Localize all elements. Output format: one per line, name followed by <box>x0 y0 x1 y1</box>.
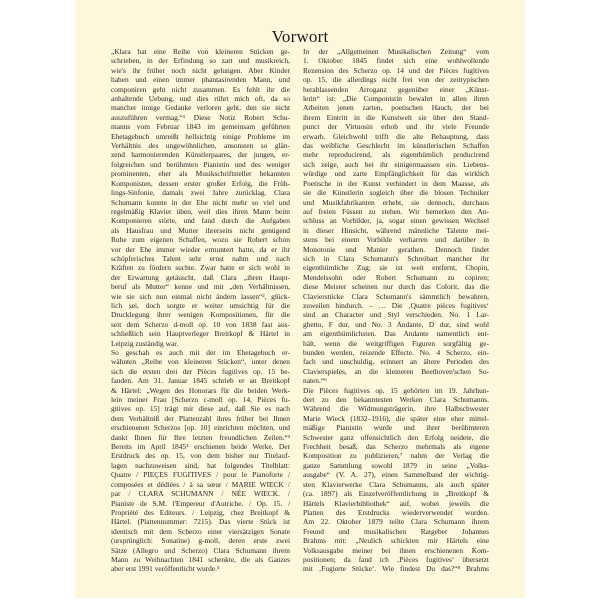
text-line: naten.“⁶ <box>303 376 327 386</box>
text-line: componiren geht nicht zusammen. Es fehlt ihr die <box>111 84 290 94</box>
text-line: Schwester ganz offensichtlich den Erfolg neidete, die <box>303 432 489 442</box>
document-page <box>75 0 525 598</box>
text-line: aber erst 1991 veröffentlicht wurde.⁵ <box>111 564 220 574</box>
text-line: Propriété des Editeurs. / Leipzig, chez Breitkopf & <box>111 507 290 517</box>
text-line: sind an Character und Styl verschieden. No. 1 Lar- <box>303 310 489 320</box>
text-line: erwarb. Gleichwohl trifft die alte Behauptung, dass <box>303 131 489 141</box>
text-line: Komposition zu publizieren,⁷ nahm der Verlag die <box>303 451 489 461</box>
text-line: das weibliche Geschlecht im künstlerischen Schaffen <box>303 141 489 151</box>
text-line: herablassenden Arroganz gegenüber einer „Künst- <box>303 84 489 94</box>
text-line: stens bei einem Vorbilde verharren und darüber in <box>303 235 489 245</box>
text-line: par / CLARA SCHUMANN / NÉE WIECK. / <box>111 489 290 499</box>
text-line: Während die Widmungsträgerin, ihre Halbschwester <box>303 404 489 414</box>
text-line: Clavierspieles, an die kleineren Beethoven'schen So- <box>303 366 489 376</box>
text-line: mit ‚Fugierte Stücke‘. Wie findest Du das?“⁸ Brahms <box>303 564 489 574</box>
text-line: diese Meister scheinen nur durch das Colorit, das die <box>303 282 489 292</box>
text-line: Leipzig zuständig war. <box>111 338 179 348</box>
text-line: Sätze (Allegro und Scherzo) Clara Schumann ihrem <box>111 545 290 555</box>
text-line: erschienenen Scherzos [op. 10] einrichten möchten, und <box>111 423 290 433</box>
text-line: fach und unschuldig, erinnert an ältere Perioden des <box>303 357 489 367</box>
text-line: seit dem Scherzo d-moll op. 10 von 1838 fast aus- <box>111 319 290 329</box>
text-line: Clavierstücke Clara Schumann's sämmtlich bewahren, <box>303 291 489 301</box>
text-line: op. 15, die allerdings nicht frei von der zeittypischen <box>303 75 489 85</box>
text-line: Mann zu Weihnachten 1841 schenkte, die als Ganzes <box>111 554 290 564</box>
text-line: regelmäßig Klavier üben, weil dies ihren Mann beim <box>111 206 290 216</box>
text-line: lerin“ ist: „Die Componistin bewahrt in allen ihren <box>303 94 489 104</box>
text-line: Volksausgabe meiner bei ihnen erschienenen Kom- <box>303 545 489 555</box>
text-line: mäßige Pianistin wurde und ihrer berühmteren <box>303 423 489 433</box>
text-line: ganze Sammlung sowohl 1879 in seine „Volks- <box>303 460 489 470</box>
text-line: „Klara hat eine Reihe von kleineren Stücken ge- <box>111 47 290 56</box>
text-line: Erstdruck des op. 15, von dem bisher nur Titelauf- <box>111 451 290 461</box>
text-line: lein meiner Frau [Scherzo c-moll op. 14, Pièces fu- <box>111 395 290 405</box>
text-line: dankt Ihnen für Ihre letzten freundlichen Zeilen.“³ <box>111 432 290 442</box>
text-line: Ruhe zum eigenen Schaffen, wozu sie Robert schon <box>111 235 290 245</box>
text-line: Freund und musikalischen Ratgeber Johannes <box>303 526 489 536</box>
text-line: (ca. 1897) als Einzelveröffentlichung in „Breitkopf & <box>303 489 489 499</box>
text-line: Brahms mit: „Neulich schickten mir Härtels eine <box>303 536 489 546</box>
text-line: schöpferisches Talent sehr ernst nahm und nach <box>111 253 290 263</box>
text-line: würdige und zarte Empfänglichkeit für das wirklich <box>303 169 489 179</box>
text-line: haben und einen immer phantasirenden Mann, und <box>111 75 290 85</box>
text-line: 1. Oktober 1845 findet sich eine wohlwollende <box>303 56 489 66</box>
text-line: auf freien Füssen zu stehen. Wir bemerken den An- <box>303 206 489 216</box>
text-line: Ehetagebuch umreißt hellsichtig einige Probleme im <box>111 131 290 141</box>
text-line: zuweilen hindurch. – … Die ‚Quatre pièces fugitives‘ <box>303 300 489 310</box>
text-line: Die Pièces fugitives op. 15 gehörten im 19. Jahrhun- <box>303 385 489 395</box>
text-line: sich in Clara Schumann's Schreibart mancher ihr <box>303 253 489 263</box>
text-line: schließlich sein Hauptverleger Breitkopf & Härtel in <box>111 329 290 339</box>
text-line: Härtel. (Plattennummer: 7215). Das vierte Stück ist <box>111 517 290 527</box>
text-line: Rezension des Scherzo op. 14 und der Pièces fugitives <box>303 65 489 75</box>
text-line: Kräften zu fördern suchte. Zwar hatte er sich wohl in <box>111 263 290 273</box>
page-title: Vorwort <box>271 27 329 46</box>
text-line: Platten des Erstdrucks wiederverwendet wurden. <box>303 507 489 517</box>
text-line: auszuführen vermag.“¹ Diese Notiz Robert Schu- <box>111 112 290 122</box>
text-line: lagen nachzuweisen sind, hat folgendes Titelblatt: <box>111 460 290 470</box>
text-line: Komponisten, dessen erster großer Erfolg, die Früh- <box>111 178 290 188</box>
text-line: wähnten „Reihe von kleineren Stücken“, unter denen <box>111 357 290 367</box>
text-line: gitives op. 15] trägt mir diese auf, daß Sie es nach <box>111 404 290 414</box>
text-line: der Erwartung getäuscht, daß Clara „ihren Haupt- <box>111 272 290 282</box>
text-line: identisch mit dem Scherzo einer viersätzigen Sonate <box>111 526 290 536</box>
text-line: vor der Ehe immer wieder ermuntert hatte, da er ihr <box>111 244 290 254</box>
text-line: Am 22. Oktober 1879 teilte Clara Schumann ihrem <box>303 517 489 527</box>
text-line: So geschah es auch mit der im Ehetagebuch er- <box>111 348 290 357</box>
text-line: Schumann konnte in der Ehe nicht mehr so viel und <box>111 197 290 207</box>
text-line: folgreichen und berühmten Pianistin und des weniger <box>111 159 290 169</box>
text-line: Poetische in der Kunst verhindert in dem Maasse, als <box>303 178 489 188</box>
text-line: (ursprünglich: Sonatine) g-moll, deren erste zwei <box>111 536 290 546</box>
text-line: Monotonie und Manier gerathen. Dennoch findet <box>303 244 489 254</box>
text-line: anhaltende Uebung, und dies rührt mich oft, da so <box>111 94 290 104</box>
text-line: eigenthümliche Zug; sie ist weit entfernt, Chopin, <box>303 263 489 273</box>
text-line: zend harmonierenden Künstlerpaares, der jungen, er- <box>111 150 290 160</box>
text-line: Bereits im April 1845⁴ erschienen beide Werke. Der <box>111 442 290 452</box>
text-line: hält, wenn die weitgriffigen Figuren sorgfältig ge- <box>303 338 489 348</box>
text-line: mehr reproducirend, als eigenthümlich producirend <box>303 150 489 160</box>
text-line: In der „Allgemeinen Musikalischen Zeitung“ vom <box>303 47 489 56</box>
text-line: Quatre / PIEÇES FUGITIVES / pour le Pianoforte / <box>111 470 290 480</box>
text-line: sich zeige, auch bei ihr einigermaassen ein. Liebens- <box>303 159 489 169</box>
text-line: wie sie sich nun einmal nicht ändern lassen“², glück- <box>111 291 290 301</box>
text-line: punct der Virtuosin erhob und ihr viele Freunde <box>303 122 489 132</box>
text-line: ghetto, F dur, und No. 3 Andante, D dur, sind wohl <box>303 319 489 329</box>
text-line: sich die ersten drei der Pièces fugitives op. 15 be- <box>111 366 290 376</box>
text-line: lich sei, doch sorgte er weiter umsichtig für die <box>111 300 290 310</box>
text-line: Pianiste de S.M. l'Empereur d'Autriche. / Op. 15. / <box>111 498 290 508</box>
text-line: beruf als Mutter“ kenne und mit „den Verhältnissen, <box>111 282 290 292</box>
text-line: Verhältnis des ungewöhnlichen, ansonsten so glän- <box>111 141 290 151</box>
text-line: lings-Sinfonie, damals zwei Jahre zurücklag. Clara <box>111 188 290 198</box>
text-line: und Musikfabrikanten erhebt, sie dennoch, durchaus <box>303 197 489 207</box>
text-line: & Härtel: „Wegen des Honorars für die beiden Werk- <box>111 385 290 395</box>
text-line: bunden werden, reizende Effecte. No. 4 Scherzo, ein- <box>303 348 489 357</box>
left-text-column <box>111 47 290 574</box>
text-line: manns vom Februar 1843 im gemeinsam geführten <box>111 122 290 132</box>
text-line: positionen; da fand ich ‚Pièces fugitives‘ übersetzt <box>303 554 489 564</box>
text-line: Härtels Klavierbibliothek“ auf, wobei jeweils die <box>303 498 489 508</box>
text-line: prominenten, eher als Musikschriftsteller bekannten <box>111 169 290 179</box>
text-line: Arbeiten jenen zarten, poetischen Hauch, der bei <box>303 103 489 113</box>
text-line: Drucklegung ihrer wenigen Kompositionen, für die <box>111 310 290 320</box>
text-line: sten Klavierwerke Clara Schumanns, als auch später <box>303 479 489 489</box>
text-line: dem Verhältniß der Plattenzahl ihres früher bei Ihnen <box>111 413 290 423</box>
text-line: wie's ihr früher noch nicht gelungen. Aber Kinder <box>111 65 290 75</box>
text-line: sie die Künstlerin sogleich über die blosen Techniker <box>303 188 489 198</box>
text-line: fanden. Am 31. Januar 1845 schrieb er an Breitkopf <box>111 376 290 386</box>
text-line: Marie Wieck (1832–1916), die später eine eher mittel- <box>303 413 489 423</box>
text-line: Komponieren störte, und fand durch die Aufgaben <box>111 216 290 226</box>
text-line: Frechheit besaß, das Scherzo mehrmals als eigene <box>303 442 489 452</box>
text-line: schluss an Vorbilder, ja, sogar einen gewissen Wechsel <box>303 216 489 226</box>
text-line: ihrem Eintritt in die Kunstwelt sie über den Stand- <box>303 112 489 122</box>
text-line: am eigenthümlichsten. Das Andante namentlich ent- <box>303 329 489 339</box>
text-line: mancher innige Gedanke verloren geht, den sie nicht <box>111 103 290 113</box>
text-line: schrieben, in der Erfindung so zart und musikreich, <box>111 56 290 66</box>
text-line: als Hausfrau und Mutter ihrerseits nicht genügend <box>111 225 290 235</box>
right-text-column <box>303 47 489 574</box>
text-line: dert zu den bekanntesten Werken Clara Schumanns. <box>303 395 489 405</box>
text-line: Mendelssohn oder Robert Schumann zu copiren; <box>303 272 489 282</box>
text-line: in dieser Hinsicht, während männliche Talente mei- <box>303 225 489 235</box>
text-line: composées et dédiées / à sa sœur / MARIE WIECK / <box>111 479 290 489</box>
text-line: ausgabe“ (V. A. 27), einen Sammelband der wichtig- <box>303 470 489 480</box>
